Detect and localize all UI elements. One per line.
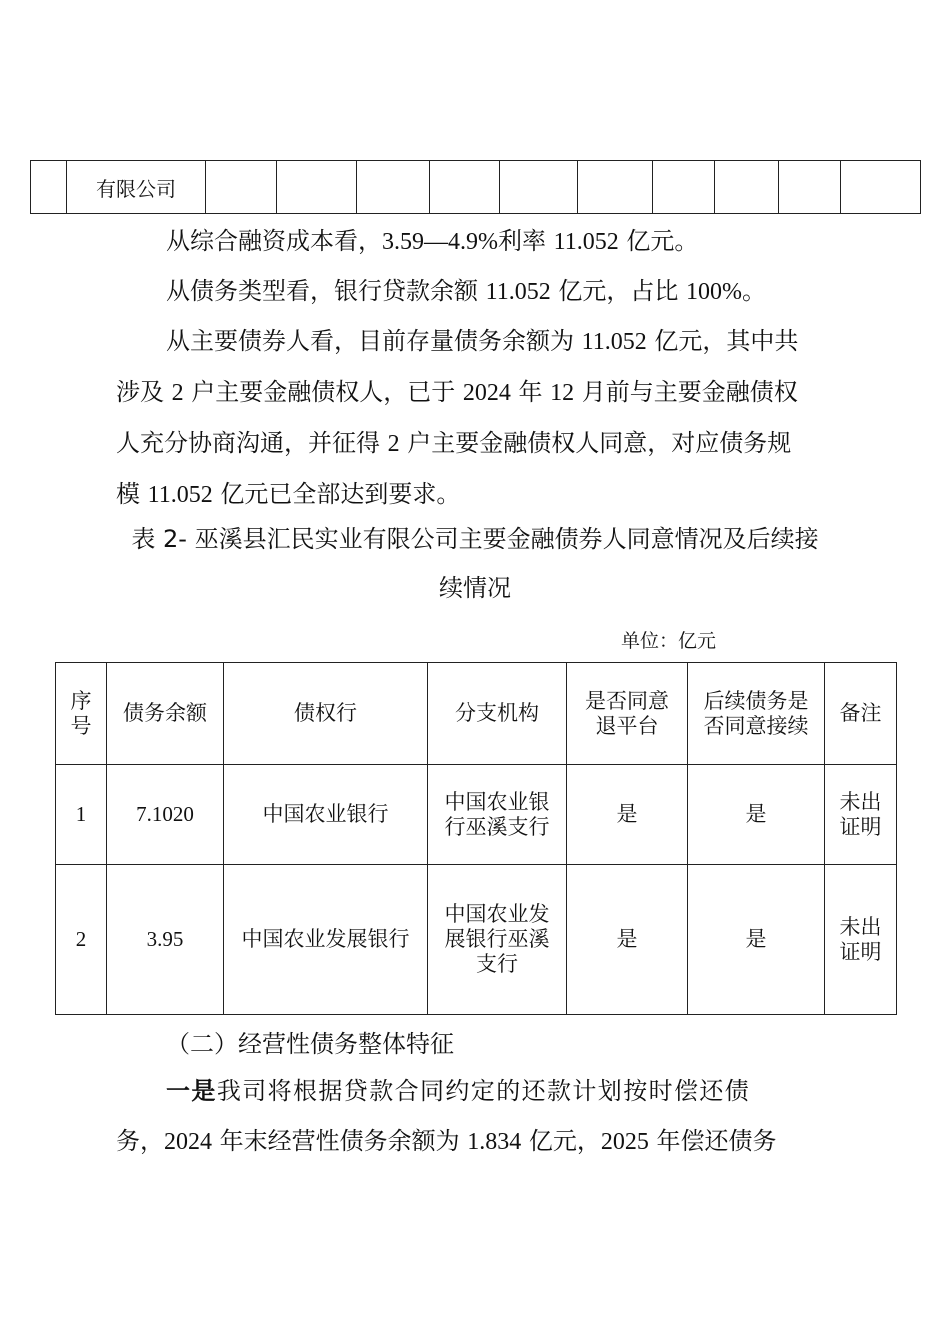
header-note: 备注 [825, 663, 897, 765]
cell-branch: 中国农业发 展银行巫溪 支行 [428, 865, 567, 1015]
header-branch: 分支机构 [428, 663, 567, 765]
cell-amount: 3.95 [107, 865, 224, 1015]
table-caption [100, 515, 850, 613]
table-cell [500, 161, 578, 214]
header-amount: 债务余额 [107, 663, 224, 765]
table-row [56, 865, 897, 1015]
paragraph-financing-cost: 从综合融资成本看，3.59—4.9%利率 11.052 亿元。 [166, 227, 699, 255]
cell-no: 1 [56, 765, 107, 865]
header-exit-platform: 是否同意 退平台 [567, 663, 688, 765]
table-cell [31, 161, 67, 214]
cell-continue: 是 [688, 865, 825, 1015]
table-cell [715, 161, 779, 214]
header-continue-debt: 后续债务是 否同意接续 [688, 663, 825, 765]
cell-note: 未出 证明 [825, 765, 897, 865]
continued-table-fragment [30, 160, 921, 214]
paragraph-main-creditors: 从主要债券人看，目前存量债务余额为 11.052 亿元，其中共 涉及 2 户主要金融债权人，已于 2024 年 12 月前与主要金融债权 人充分协商沟通，并征得 2 户主要金融债权人同意，对应债务规 模 11.052 亿元已全部达到要求。 [116, 327, 799, 508]
emphasis-label: 一是 [166, 1077, 217, 1105]
cell-continue: 是 [688, 765, 825, 865]
paragraph-operating-debt: 一是我司将根据贷款合同约定的还款计划按时偿还债 务，2024 年末经营性债务余额为 1.834 亿元，2025 年偿还债务 [116, 1077, 777, 1155]
caption-line-2: 续情况 [439, 574, 511, 602]
creditor-consent-table [55, 662, 897, 1015]
cell-exit: 是 [567, 865, 688, 1015]
table-cell [653, 161, 715, 214]
caption-line-1: 表 2- 巫溪县汇民实业有限公司主要金融债券人同意情况及后续接 [131, 525, 819, 553]
company-cell: 有限公司 [67, 161, 206, 214]
header-no: 序 号 [56, 663, 107, 765]
paragraph-debt-type: 从债务类型看，银行贷款余额 11.052 亿元，占比 100%。 [166, 277, 767, 305]
table-header-row [56, 663, 897, 765]
table-cell [841, 161, 921, 214]
header-bank: 债权行 [224, 663, 428, 765]
cell-no: 2 [56, 865, 107, 1015]
cell-bank: 中国农业发展银行 [224, 865, 428, 1015]
cell-branch: 中国农业银 行巫溪支行 [428, 765, 567, 865]
table-cell [779, 161, 841, 214]
table-cell [206, 161, 277, 214]
cell-amount: 7.1020 [107, 765, 224, 865]
table-cell [277, 161, 357, 214]
cell-bank: 中国农业银行 [224, 765, 428, 865]
cell-exit: 是 [567, 765, 688, 865]
table-cell [357, 161, 430, 214]
section-heading: （二）经营性债务整体特征 [166, 1030, 454, 1058]
table-cell [578, 161, 653, 214]
unit-label: 单位：亿元 [621, 630, 717, 652]
table-row [56, 765, 897, 865]
cell-note: 未出 证明 [825, 865, 897, 1015]
table-cell [430, 161, 500, 214]
